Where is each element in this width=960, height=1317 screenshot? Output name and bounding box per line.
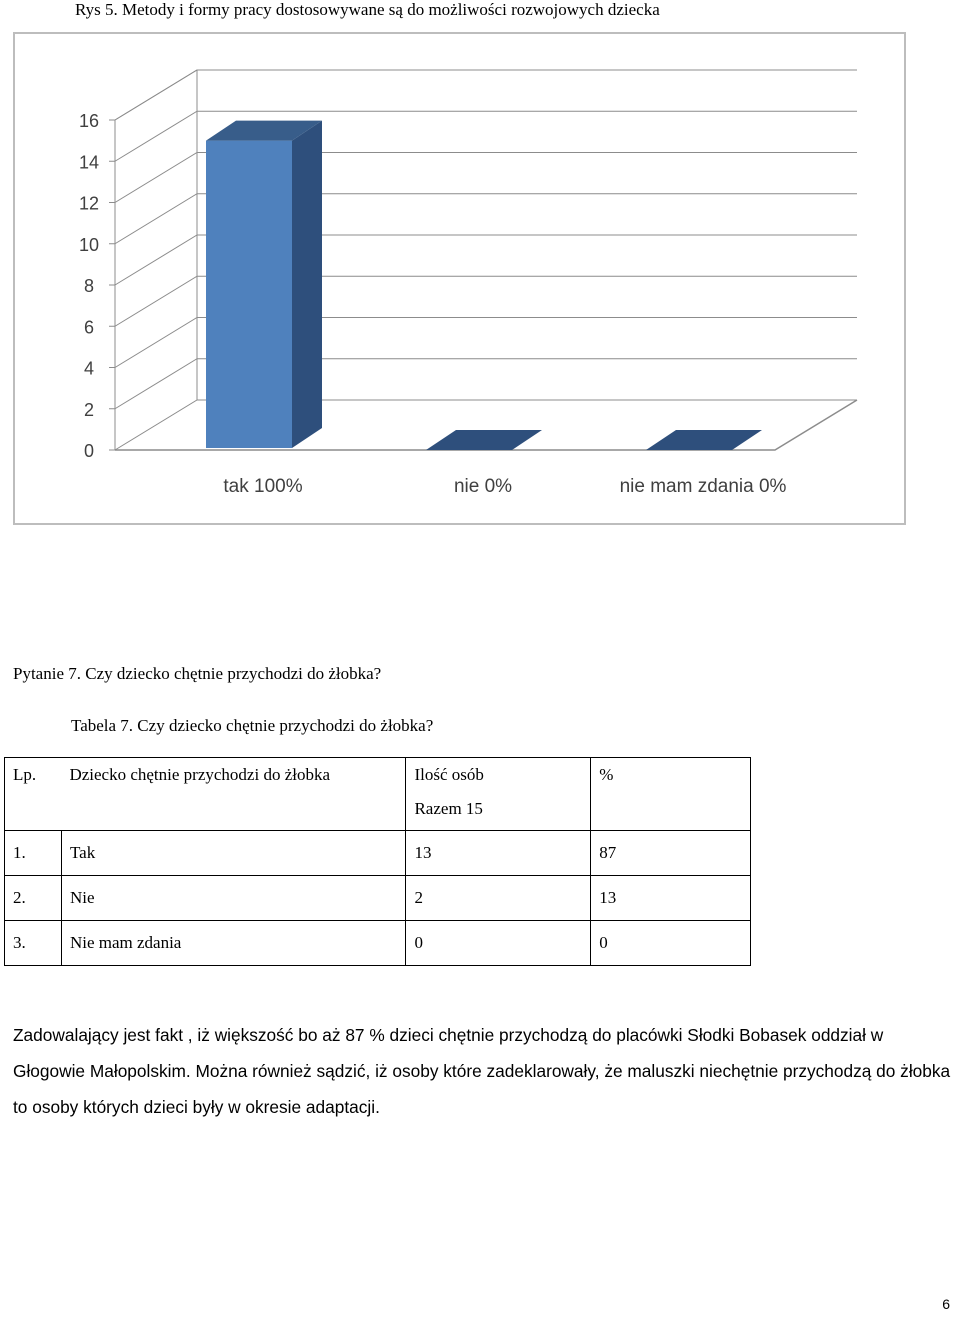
table-row xyxy=(5,921,751,966)
header-percent: % xyxy=(591,758,751,831)
table-caption: Tabela 7. Czy dziecko chętnie przychodzi do żłobka? xyxy=(71,716,434,735)
back-wall-edge xyxy=(115,70,857,120)
summary-paragraph: Zadowalający jest fakt , iż większość bo aż 87 % dzieci chętnie przychodzą do placówki Słodki Bobasek oddział w Głogowie Małopolskim. Można również sądzić, iż osoby które zadeklarowały, że maluszki niechętnie przychodzą do żłobka to osoby których dzieci były w okresie adaptacji. xyxy=(13,1025,951,1117)
page-number: 6 xyxy=(942,1296,950,1312)
row-lp: 3. xyxy=(5,921,62,966)
gridline xyxy=(115,70,857,120)
header-count xyxy=(406,758,591,831)
row-lp: 1. xyxy=(5,831,62,876)
bar-top xyxy=(646,430,762,450)
y-tick-label: 2 xyxy=(83,399,95,420)
x-tick-label: tak 100% xyxy=(223,476,303,497)
row-label: Nie mam zdania xyxy=(61,921,406,966)
bar-side xyxy=(292,121,322,448)
header-total-label: Razem 15 xyxy=(414,799,483,818)
figure-caption: Rys 5. Metody i formy pracy dostosowywane są do możliwości rozwojowych dziecka xyxy=(75,0,660,19)
bar-chart xyxy=(15,34,908,527)
header-count-label: Ilość osób xyxy=(414,765,484,784)
row-label: Tak xyxy=(61,831,406,876)
x-tick-label: nie 0% xyxy=(453,476,513,497)
y-tick-label: 10 xyxy=(78,234,100,255)
y-tick-label: 0 xyxy=(83,441,95,461)
table-row xyxy=(5,831,751,876)
x-tick-label: nie mam zdania 0% xyxy=(619,476,787,497)
row-label: Nie xyxy=(61,876,406,921)
y-tick-label: 8 xyxy=(83,276,95,296)
y-tick-label: 16 xyxy=(78,111,100,131)
row-count: 2 xyxy=(406,876,591,921)
bar-top xyxy=(426,430,542,450)
y-tick-label: 12 xyxy=(78,193,100,214)
question-heading: Pytanie 7. Czy dziecko chętnie przychodzi do żłobka? xyxy=(13,664,382,683)
y-tick-label: 4 xyxy=(83,358,95,379)
row-lp: 2. xyxy=(5,876,62,921)
table-row xyxy=(5,876,751,921)
header-lp: Lp. xyxy=(5,758,62,831)
bar xyxy=(206,141,292,448)
row-count: 0 xyxy=(406,921,591,966)
y-tick-label: 14 xyxy=(78,152,100,173)
results-table xyxy=(4,757,751,966)
row-count: 13 xyxy=(406,831,591,876)
header-description: Dziecko chętnie przychodzi do żłobka xyxy=(61,758,406,831)
row-percent: 87 xyxy=(591,831,751,876)
row-percent: 13 xyxy=(591,876,751,921)
chart-frame xyxy=(13,32,906,525)
row-percent: 0 xyxy=(591,921,751,966)
table-header-row xyxy=(5,758,751,831)
y-tick-label: 6 xyxy=(83,317,95,338)
